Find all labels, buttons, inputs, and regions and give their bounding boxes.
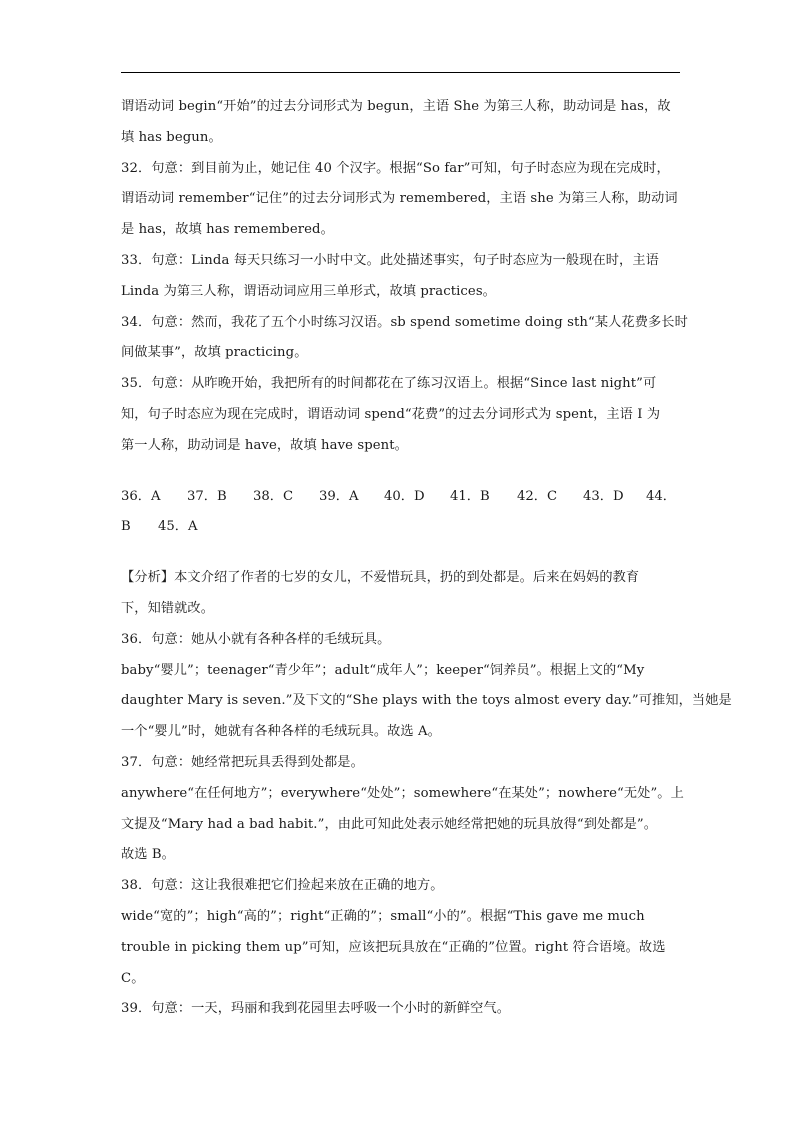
text-line: 36．句意：她从小就有各种各样的毛绒玩具。 bbox=[121, 631, 391, 647]
answer-item: 40．D bbox=[384, 488, 425, 504]
answer-row bbox=[121, 482, 681, 513]
text-line: 知，句子时态应为现在完成时，谓语动词 spend“花费”的过去分词形式为 spent，主语 I 为 bbox=[121, 406, 661, 422]
explanation-block-31-35 bbox=[121, 92, 688, 462]
text-line: 【分析】本文介绍了作者的七岁的女儿，不爱惜玩具，扔的到处都是。后来在妈妈的教育 bbox=[121, 570, 640, 586]
answer-item: 38．C bbox=[253, 488, 294, 504]
text-line: 38．句意：这让我很难把它们捡起来放在正确的地方。 bbox=[121, 878, 444, 894]
answer-item: 39．A bbox=[319, 488, 359, 504]
text-line: 35．句意：从昨晚开始，我把所有的时间都花在了练习汉语上。根据“Since last night”可 bbox=[121, 376, 657, 392]
text-line: 文提及“Mary had a bad habit.”，由此可知此处表示她经常把她的玩具放得“到处都是”。 bbox=[121, 816, 658, 832]
text-line: 第一人称，助动词是 have，故填 have spent。 bbox=[121, 437, 408, 453]
header-rule bbox=[121, 72, 680, 73]
text-line: C。 bbox=[121, 970, 145, 986]
answer-item: B bbox=[121, 519, 131, 535]
answer-item: 42．C bbox=[517, 488, 558, 504]
text-line: wide“宽的”；high“高的”；right“正确的”；small“小的”。根据“This gave me much bbox=[121, 908, 645, 924]
text-line: 故选 B。 bbox=[121, 847, 175, 863]
text-line: 谓语动词 begin“开始”的过去分词形式为 begun，主语 She 为第三人称，助动词是 has，故 bbox=[121, 99, 671, 114]
text-line: 39．句意：一天，玛丽和我到花园里去呼吸一个小时的新鲜空气。 bbox=[121, 1001, 511, 1017]
text-line: 32．句意：到目前为止，她记住 40 个汉字。根据“So far”可知，句子时态应为现在完成时， bbox=[121, 160, 670, 176]
text-line: Linda 为第三人称，谓语动词应用三单形式，故填 practices。 bbox=[121, 283, 496, 299]
text-line: 34．句意：然而，我花了五个小时练习汉语。sb spend sometime doing sth“某人花费多长时 bbox=[121, 314, 688, 330]
answer-key bbox=[121, 482, 681, 544]
answer-item: 37．B bbox=[187, 488, 227, 504]
page-content bbox=[121, 92, 732, 1025]
text-line: 是 has，故填 has remembered。 bbox=[121, 222, 334, 238]
text-line: 下，知错就改。 bbox=[121, 600, 215, 616]
explanation-block-36-39 bbox=[121, 563, 732, 1025]
answer-item: 36．A bbox=[121, 488, 161, 504]
answer-row bbox=[121, 512, 681, 543]
text-line: daughter Mary is seven.”及下文的“She plays with the toys almost every day.”可推知，当她是 bbox=[121, 693, 732, 709]
answer-item: 44． bbox=[646, 488, 676, 504]
answer-item: 43．D bbox=[583, 488, 624, 504]
text-line: 谓语动词 remember“记住”的过去分词形式为 remembered，主语 she 为第三人称，助动词 bbox=[121, 191, 678, 207]
answer-item: 45．A bbox=[158, 519, 198, 535]
answer-item: 41．B bbox=[450, 488, 490, 504]
text-line: 填 has begun。 bbox=[121, 129, 222, 145]
text-line: anywhere“在任何地方”；everywhere“处处”；somewhere“在某处”；nowhere“无处”。上 bbox=[121, 785, 684, 801]
text-line: 一个“婴儿”时，她就有各种各样的毛绒玩具。故选 A。 bbox=[121, 724, 441, 740]
text-line: baby“婴儿”；teenager“青少年”；adult“成年人”；keeper“饲养员”。根据上文的“My bbox=[121, 662, 645, 678]
text-line: 37．句意：她经常把玩具丢得到处都是。 bbox=[121, 754, 364, 770]
text-line: 间做某事”，故填 practicing。 bbox=[121, 345, 308, 361]
text-line: 33．句意：Linda 每天只练习一小时中文。此处描述事实，句子时态应为一般现在时，主语 bbox=[121, 252, 659, 268]
text-line: trouble in picking them up”可知，应该把玩具放在“正确的”位置。right 符合语境。故选 bbox=[121, 939, 666, 955]
